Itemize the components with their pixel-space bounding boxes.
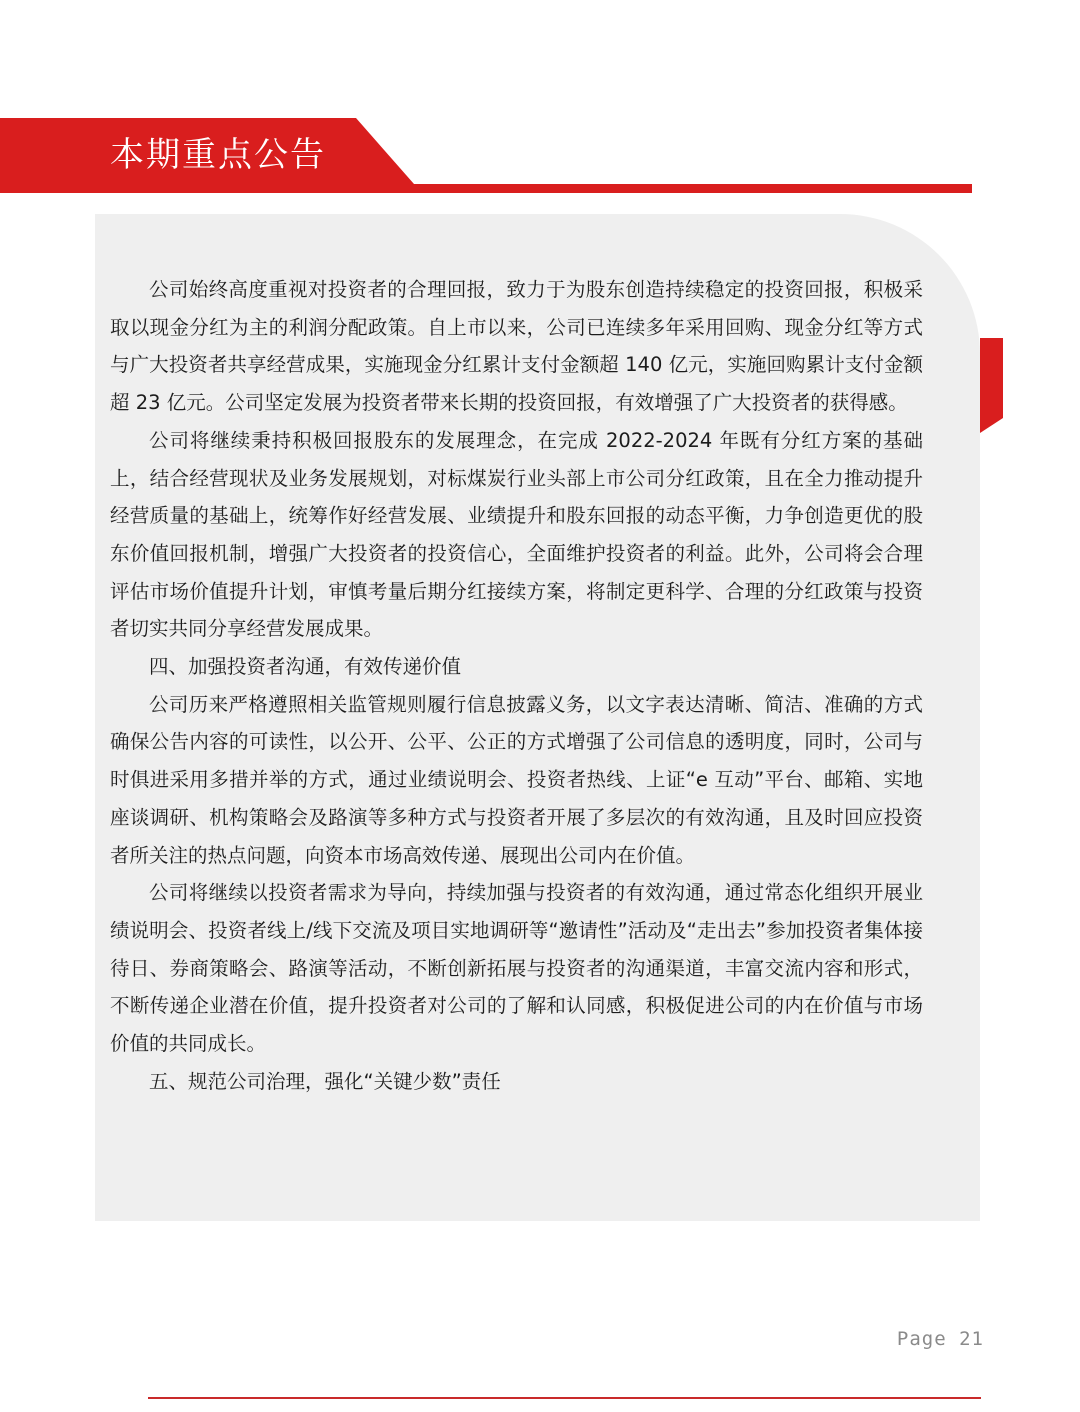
- paragraph-disclosure: 公司历来严格遵照相关监管规则履行信息披露义务，以文字表达清晰、简洁、准确的方式确保公告内容的可读性，以公开、公平、公正的方式增强了公司信息的透明度，同时，公司与时俱进采用多措并举的方式，通过业绩说明会、投资者热线、上证“e 互动”平台、邮箱、实地座谈调研、机构策略会及路演等多种方式与投资者开展了多层次的有效沟通，且及时回应投资者所关注的热点问题，向资本市场高效传递、展现出公司内在价值。: [110, 692, 923, 867]
- section-heading-governance: 五、规范公司治理，强化“关键少数”责任: [149, 1069, 501, 1093]
- paragraph-investor-engagement: 公司将继续以投资者需求为导向，持续加强与投资者的有效沟通，通过常态化组织开展业绩说明会、投资者线上/线下交流及项目实地调研等“邀请性”活动及“走出去”参加投资者集体接待日、券商策略会、路演等活动，不断创新拓展与投资者的沟通渠道，丰富交流内容和形式，不断传递企业潜在价值，提升投资者对公司的了解和认同感，积极促进公司的内在价值与市场价值的共同成长。: [110, 881, 923, 1056]
- paragraph-dividend-plan: 公司将继续秉持积极回报股东的发展理念，在完成 2022-2024 年既有分红方案的基础上，结合经营现状及业务发展规划，对标煤炭行业头部上市公司分红政策，且在全力推动提升经营质量的基础上，统筹作好经营发展、业绩提升和股东回报的动态平衡，力争创造更优的股东价值回报机制，增强广大投资者的投资信心，全面维护投资者的利益。此外，公司将会合理评估市场价值提升计划，审慎考量后期分红接续方案，将制定更科学、合理的分红政策与投资者切实共同分享经营发展成果。: [110, 428, 923, 641]
- footer-divider: [148, 1397, 981, 1399]
- section-title: 本期重点公告: [110, 135, 326, 175]
- page-number: Page 21: [896, 1328, 984, 1350]
- side-tab-marker: [980, 338, 1003, 433]
- article-body: [110, 271, 923, 1100]
- section-heading-investor-communication: 四、加强投资者沟通，有效传递价值: [149, 655, 462, 679]
- paragraph-dividend-history: 公司始终高度重视对投资者的合理回报，致力于为股东创造持续稳定的投资回报，积极采取以现金分红为主的利润分配政策。自上市以来，公司已连续多年采用回购、现金分红等方式与广大投资者共享经营成果，实施现金分红累计支付金额超 140 亿元，实施回购累计支付金额超 23 亿元。公司坚定发展为投资者带来长期的投资回报，有效增强了广大投资者的获得感。: [110, 278, 923, 415]
